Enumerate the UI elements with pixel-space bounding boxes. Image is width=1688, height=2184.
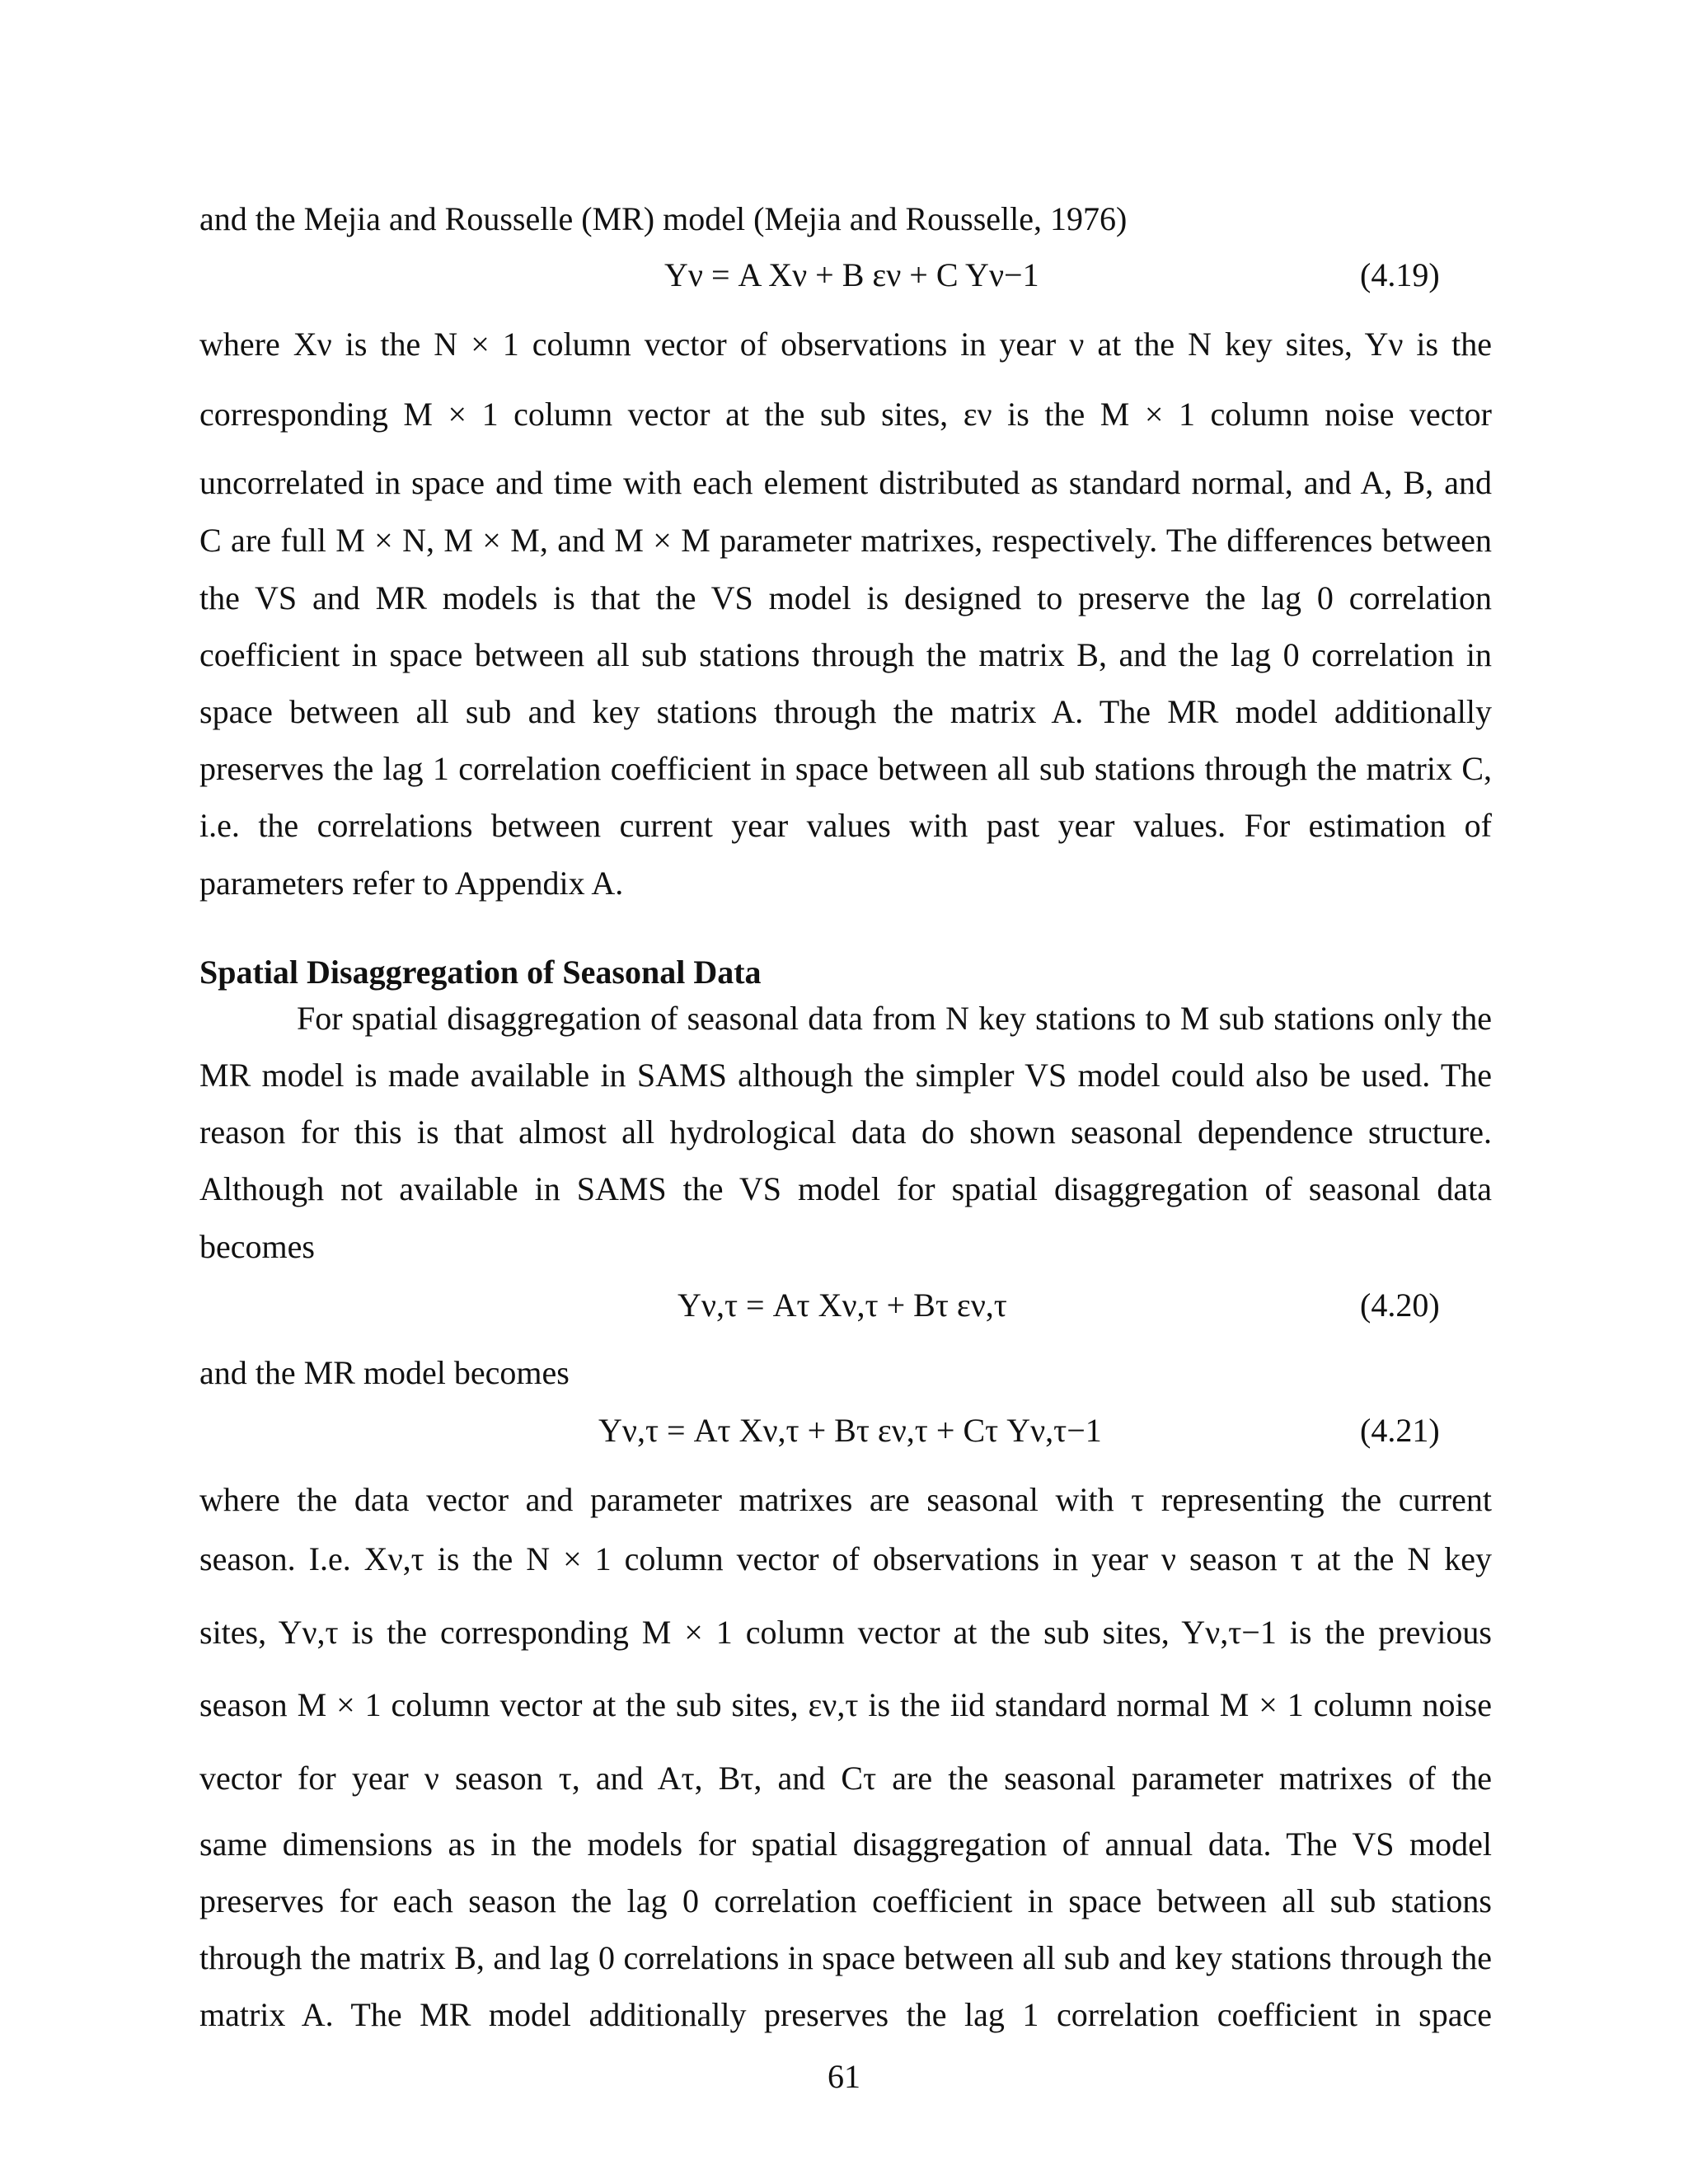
section-heading: Spatial Disaggregation of Seasonal Data — [199, 954, 762, 991]
text-line-12: For spatial disaggregation of seasonal data from N key stations to M sub stations only the — [297, 1000, 1492, 1037]
text-line-13: MR model is made available in SAMS although the simpler VS model could also be used. The — [199, 1057, 1492, 1094]
text-line-10: i.e. the correlations between current year values with past year values. For estimation of — [199, 807, 1492, 844]
equation-4-20: Yν,τ = Aτ Xν,τ + Bτ εν,τ — [678, 1286, 1007, 1324]
text-line-18: where the data vector and parameter matrixes are seasonal with τ representing the current — [199, 1481, 1492, 1518]
text-line-14: reason for this is that almost all hydrological data do shown seasonal dependence structure. — [199, 1113, 1492, 1151]
equation-4-19: Yν = A Xν + B εν + C Yν−1 — [664, 256, 1039, 293]
text-line-7: coefficient in space between all sub stations through the matrix B, and the lag 0 correlation in — [199, 636, 1492, 673]
text-line-26: matrix A. The MR model additionally preserves the lag 1 correlation coefficient in space — [199, 1996, 1492, 2033]
text-line-22: vector for year ν season τ, and Aτ, Bτ, and Cτ are the seasonal parameter matrixes of the — [199, 1760, 1492, 1797]
equation-number-4-19: (4.19) — [1360, 256, 1440, 293]
page-number: 61 — [828, 2058, 860, 2095]
text-line-1: and the Mejia and Rousselle (MR) model (Mejia and Rousselle, 1976) — [199, 200, 1128, 237]
equation-number-4-20: (4.20) — [1360, 1286, 1440, 1324]
text-line-23: same dimensions as in the models for spatial disaggregation of annual data. The VS model — [199, 1825, 1492, 1863]
text-line-19: season. I.e. Xν,τ is the N × 1 column vector of observations in year ν season τ at the N key — [199, 1540, 1492, 1577]
text-line-4: uncorrelated in space and time with each element distributed as standard normal, and A, B, and — [199, 464, 1492, 501]
text-line-5: C are full M × N, M × M, and M × M parameter matrixes, respectively. The differences between — [199, 522, 1492, 559]
text-line-15: Although not available in SAMS the VS model for spatial disaggregation of seasonal data — [199, 1170, 1492, 1207]
text-line-8: space between all sub and key stations through the matrix A. The MR model additionally — [199, 693, 1492, 730]
text-line-21: season M × 1 column vector at the sub sites, εν,τ is the iid standard normal M × 1 column noise — [199, 1686, 1492, 1723]
text-line-2: where Xν is the N × 1 column vector of observations in year ν at the N key sites, Yν is the — [199, 326, 1492, 363]
text-line-16: becomes — [199, 1228, 315, 1265]
equation-number-4-21: (4.21) — [1360, 1412, 1440, 1449]
equation-4-21: Yν,τ = Aτ Xν,τ + Bτ εν,τ + Cτ Yν,τ−1 — [598, 1412, 1102, 1449]
text-line-9: preserves the lag 1 correlation coefficient in space between all sub stations through the matrix C, — [199, 750, 1492, 787]
text-line-11: parameters refer to Appendix A. — [199, 865, 624, 902]
text-line-17: and the MR model becomes — [199, 1354, 570, 1391]
text-line-24: preserves for each season the lag 0 correlation coefficient in space between all sub stations — [199, 1882, 1492, 1919]
text-line-25: through the matrix B, and lag 0 correlations in space between all sub and key stations through the — [199, 1939, 1492, 1976]
text-line-3: corresponding M × 1 column vector at the sub sites, εν is the M × 1 column noise vector — [199, 396, 1492, 433]
text-line-20: sites, Yν,τ is the corresponding M × 1 column vector at the sub sites, Yν,τ−1 is the previous — [199, 1614, 1492, 1651]
text-line-6: the VS and MR models is that the VS model is designed to preserve the lag 0 correlation — [199, 579, 1492, 616]
